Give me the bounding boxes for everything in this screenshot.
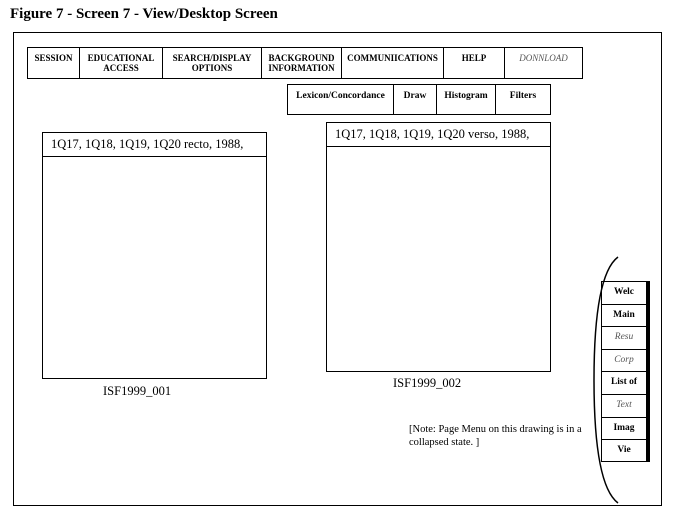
page-menu-item-text: Text: [602, 395, 646, 418]
page-menu-item-welcome[interactable]: Welc: [602, 282, 646, 305]
tool-lexicon-concordance[interactable]: Lexicon/Concordance: [288, 85, 394, 114]
page-menu-item-corpus: Corp: [602, 350, 646, 373]
menu-download: DONNLOAD: [519, 53, 568, 63]
page-menu-item-view[interactable]: Vie: [617, 445, 631, 456]
page-menu-item-images[interactable]: Imag: [602, 418, 646, 441]
page-menu-collapsed: [601, 281, 647, 462]
menu-help[interactable]: HELP: [444, 48, 505, 78]
figure-title: Figure 7 - Screen 7 - View/Desktop Screen: [10, 6, 278, 22]
note-text: [Note: Page Menu on this drawing is in a collapsed state. ]: [409, 424, 582, 448]
viewer-1-image-id: ISF1999_001: [103, 384, 172, 398]
image-viewer-2[interactable]: [326, 122, 551, 372]
page-menu-item-main[interactable]: Main: [602, 305, 646, 328]
image-viewer-1[interactable]: [42, 132, 267, 379]
tool-filters[interactable]: Filters: [509, 91, 537, 101]
page-menu-item-results: Resu: [602, 327, 646, 350]
page-menu-scrollbar[interactable]: [646, 281, 650, 462]
tool-bar: [287, 84, 551, 115]
menu-background-information[interactable]: BACKGROUND INFORMATION: [262, 48, 342, 78]
viewer-2-caption: 1Q17, 1Q18, 1Q19, 1Q20 verso, 1988,: [327, 123, 550, 147]
main-menu-bar: [27, 47, 583, 79]
menu-search-display-options[interactable]: SEARCH/DISPLAY OPTIONS: [163, 48, 262, 78]
menu-educational-access[interactable]: EDUCATIONAL ACCESS: [80, 48, 163, 78]
viewer-1-caption: 1Q17, 1Q18, 1Q19, 1Q20 recto, 1988,: [43, 133, 266, 157]
tool-histogram[interactable]: Histogram: [437, 85, 496, 114]
menu-session[interactable]: SESSION: [28, 48, 80, 78]
tool-draw[interactable]: Draw: [394, 85, 437, 114]
page-menu-item-list-of[interactable]: List of: [602, 372, 646, 395]
viewer-2-image-id: ISF1999_002: [393, 376, 462, 390]
menu-communications[interactable]: COMMUNIICATIONS: [342, 48, 444, 78]
